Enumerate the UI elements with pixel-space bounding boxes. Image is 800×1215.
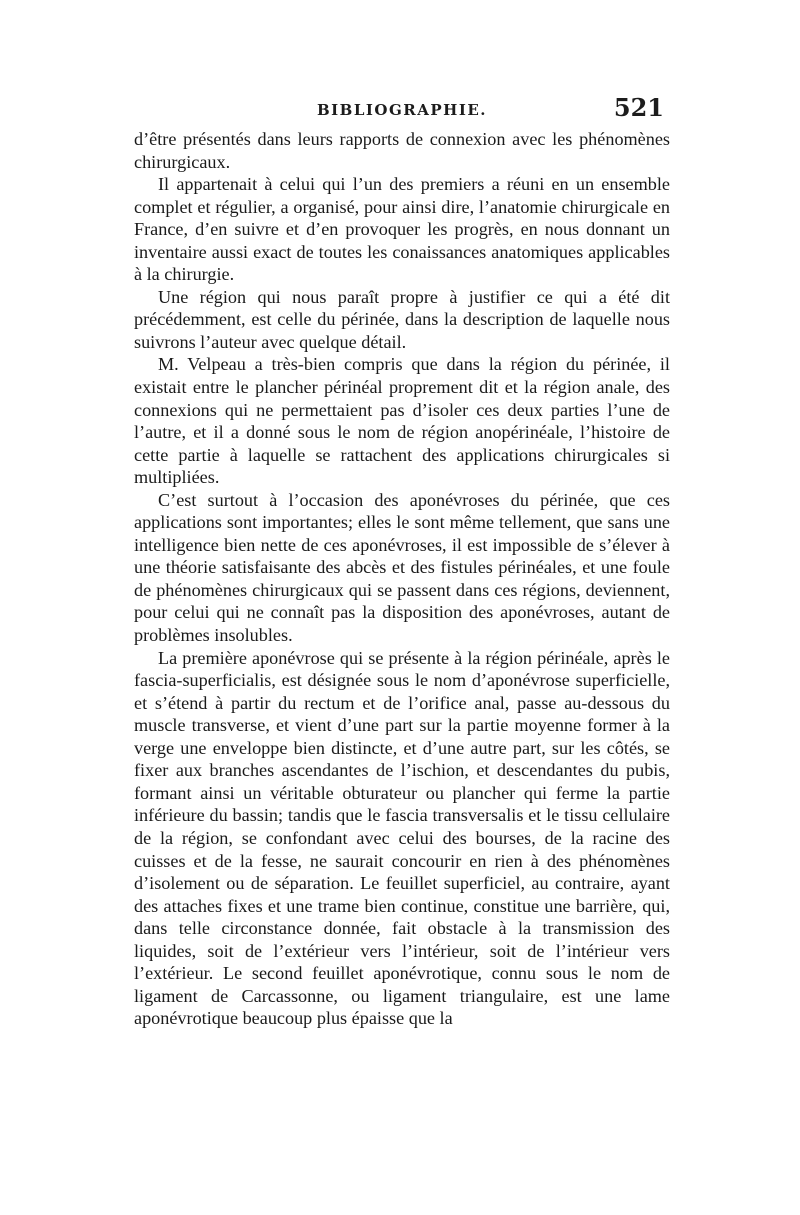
paragraph: M. Velpeau a très-bien compris que dans la région du périnée, il existait entre le plancher périnéal proprement dit et la région anale, des connexions qui ne permettaient pas d’isoler ces deux parties l’une de l’autre, et il a donné sous le nom de région anopérinéale, l’histoire de cette partie à laquelle se rattachent des applications chirurgicales si multipliées.	[134, 354, 670, 488]
paragraph: Une région qui nous paraît propre à justifier ce qui a été dit précédemment, est celle du périnée, dans la description de laquelle nous suivrons l’auteur avec quelque détail.	[134, 286, 670, 352]
running-title: BIBLIOGRAPHIE.	[316, 101, 488, 119]
paragraph: C’est surtout à l’occasion des aponévroses du périnée, que ces applications sont importantes; elles le sont même tellement, que sans une intelligence bien nette de ces aponévroses, il est impossible de s’élever à une théorie satisfaisante des abcès et des fistules périnéales, et une foule de phénomènes chirurgicaux qui se passent dans ces régions, deviennent, pour celui qui ne connaît pas la disposition des aponévroses, autant de problèmes insolubles.	[134, 489, 670, 646]
paragraph-continuation: d’être présentés dans leurs rapports de connexion avec les phénomènes chirurgicaux.	[134, 129, 670, 172]
paragraph: La première aponévrose qui se présente à la région périnéale, après le fascia-superficialis, est désignée sous le nom d’aponévrose superficielle, et s’étend à partir du rectum et de l’orifice anal, passe au-dessous du muscle transverse, et vient d’une part sur la partie moyenne former à la verge une enveloppe bien distincte, et d’une autre part, sur les côtés, se fixer aux branches ascendantes de l’ischion, et descendantes du pubis, formant ainsi un véritable obturateur ou plancher qui ferme la partie inférieure du bassin; tandis que le fascia transversalis et le tissu cellulaire de la région, se confondant avec celui des bourses, de la racine des cuisses et de la fesse, ne saurait concourir en rien à des phénomènes d’isolement ou de séparation. Le feuillet superficiel, au contraire, ayant des attaches fixes et une trame bien continue, constitue une barrière, qui, dans telle circonstance donnée, fait obstacle à la transmission des liquides, soit de l’extérieur vers l’intérieur, soit de l’intérieur vers l’extérieur. Le second feuillet aponévrotique, connu sous le nom de ligament de Carcassonne, ou ligament triangulaire, est une lame aponévrotique beaucoup plus épaisse que la	[134, 647, 670, 1029]
running-head	[134, 95, 670, 125]
body-text	[134, 128, 670, 1030]
paragraph: Il appartenait à celui qui l’un des premiers a réuni en un ensemble complet et régulier, a organisé, pour ainsi dire, l’anatomie chirurgicale en France, d’en suivre et d’en provoquer les progrès, en nous donnant un inventaire aussi exact de toutes les conaissances anatomiques applicables à la chirurgie.	[134, 174, 670, 285]
page-number: 521	[613, 93, 664, 122]
